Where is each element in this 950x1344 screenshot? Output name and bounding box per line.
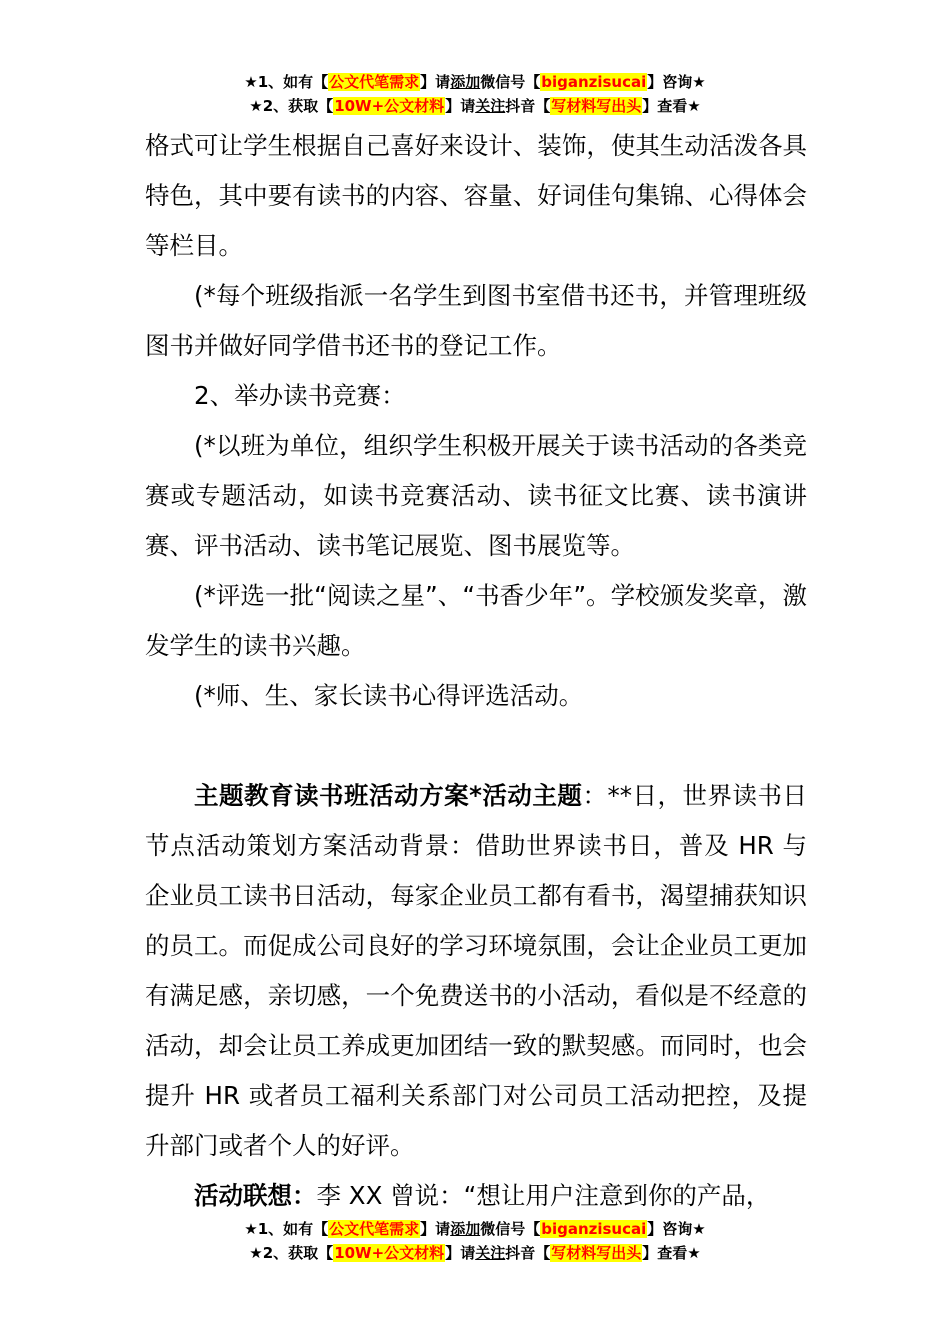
banner-text: 】咨询★ bbox=[647, 73, 706, 91]
paragraph-text: 李 XX 曾说：“想让用户注意到你的产品， bbox=[316, 1181, 771, 1210]
banner-highlight: 公文代笔需求 bbox=[329, 1220, 420, 1238]
banner-highlight: biganzisucai bbox=[541, 73, 647, 91]
banner-highlight: 写材料写出头 bbox=[551, 97, 642, 115]
banner-text: 】请 bbox=[420, 1220, 451, 1238]
section-heading: 活动联想： bbox=[194, 1181, 317, 1210]
banner-text: ★2、获取【 bbox=[249, 1244, 334, 1262]
paragraph: (*师、生、家长读书心得评选活动。 bbox=[194, 681, 584, 710]
paragraph: (*每个班级指派一名学生到图书室借书还书，并管理班级图书并做好同学借书还书的登记工作。 bbox=[145, 281, 807, 360]
section-heading: 主题教育读书班活动方案*活动主题 bbox=[194, 781, 583, 810]
banner-line-2 bbox=[0, 1241, 950, 1265]
banner-text: 】查看★ bbox=[642, 97, 701, 115]
banner-emphasis: 关注 bbox=[475, 97, 506, 115]
banner-text: 】请 bbox=[420, 73, 451, 91]
banner-text: 抖音【 bbox=[505, 1244, 551, 1262]
footer-banner bbox=[0, 1217, 950, 1265]
banner-highlight: biganzisucai bbox=[541, 1220, 647, 1238]
banner-emphasis: 添加 bbox=[450, 73, 481, 91]
banner-text: 】请 bbox=[445, 1244, 476, 1262]
paragraph bbox=[145, 1171, 807, 1221]
paragraph: 格式可让学生根据自己喜好来设计、装饰，使其生动活泼各具特色，其中要有读书的内容、容量、好词佳句集锦、心得体会等栏目。 bbox=[145, 131, 807, 260]
banner-text: ★1、如有【 bbox=[244, 73, 329, 91]
banner-text: ★2、获取【 bbox=[249, 97, 334, 115]
paragraph-gap bbox=[145, 721, 807, 771]
paragraph: 2、举办读书竞赛： bbox=[194, 381, 406, 410]
banner-text: 】查看★ bbox=[642, 1244, 701, 1262]
banner-line-1 bbox=[0, 1217, 950, 1241]
banner-emphasis: 关注 bbox=[475, 1244, 506, 1262]
banner-highlight: 10W+公文材料 bbox=[334, 97, 445, 115]
paragraph: (*以班为单位，组织学生积极开展关于读书活动的各类竞赛或专题活动，如读书竞赛活动、读书征文比赛、读书演讲赛、评书活动、读书笔记展览、图书展览等。 bbox=[145, 431, 807, 560]
header-banner bbox=[0, 70, 950, 118]
paragraph bbox=[145, 771, 807, 1171]
banner-line-2 bbox=[0, 94, 950, 118]
banner-line-1 bbox=[0, 70, 950, 94]
document-body bbox=[145, 121, 807, 1221]
banner-text: 微信号【 bbox=[480, 73, 541, 91]
banner-text: 微信号【 bbox=[480, 1220, 541, 1238]
banner-text: 】咨询★ bbox=[647, 1220, 706, 1238]
banner-highlight: 10W+公文材料 bbox=[334, 1244, 445, 1262]
paragraph: (*评选一批“阅读之星”、“书香少年”。学校颁发奖章，激发学生的读书兴趣。 bbox=[145, 581, 807, 660]
banner-text: 抖音【 bbox=[505, 97, 551, 115]
banner-text: ★1、如有【 bbox=[244, 1220, 329, 1238]
banner-text: 】请 bbox=[445, 97, 476, 115]
banner-emphasis: 添加 bbox=[450, 1220, 481, 1238]
paragraph-text: ：**日，世界读书日节点活动策划方案活动背景：借助世界读书日，普及 HR 与企业员工读书日活动，每家企业员工都有看书，渴望捕获知识的员工。而促成公司良好的学习环境氛围，会让企业员工更加有满足感，亲切感，一个免费送书的小活动，看似是不经意的活动，却会让员工养成更加团结一致的默契感。而同时，也会提升 HR 或者员工福利关系部门对公司员工活动把控，及提升部门或者个人的好评。 bbox=[145, 781, 807, 1160]
banner-highlight: 写材料写出头 bbox=[551, 1244, 642, 1262]
banner-highlight: 公文代笔需求 bbox=[329, 73, 420, 91]
